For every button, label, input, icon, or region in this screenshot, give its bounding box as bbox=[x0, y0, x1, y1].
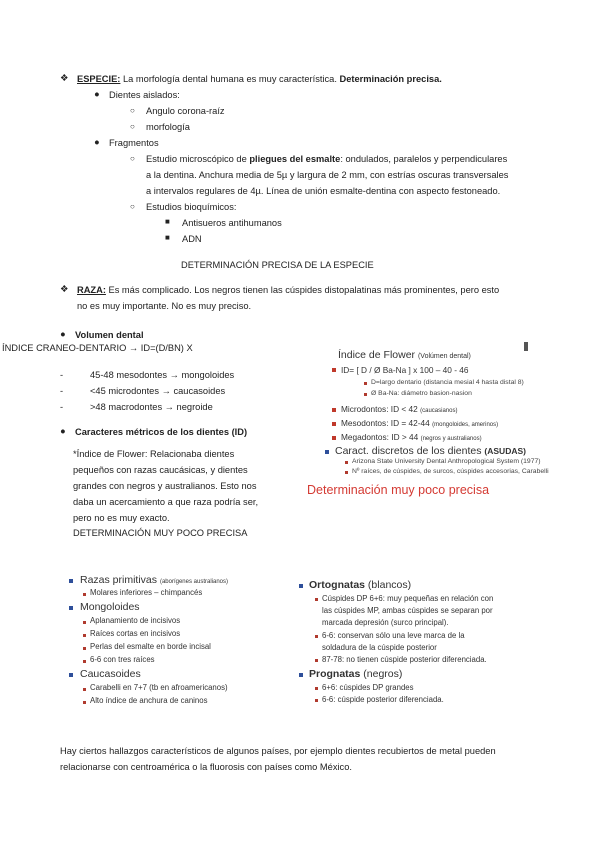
caract-discretos: Caract. discretos de los dientes (ASUDAS) bbox=[335, 445, 526, 457]
mesodontos: Mesodontos: ID = 42-44 (mongoloides, amerinos) bbox=[341, 418, 499, 428]
volumen-item: <45 microdontes → caucasoides bbox=[90, 386, 226, 396]
mongo-item: Aplanamiento de incisivos bbox=[90, 616, 181, 625]
especie-text: La morfología dental humana es muy característica. bbox=[120, 74, 340, 84]
orto-line: marcada depresión (surco principal). bbox=[322, 618, 449, 627]
morfologia-item: morfología bbox=[146, 122, 190, 132]
progna-line: 6+6: cúspides DP grandes bbox=[322, 683, 414, 692]
bullet-square bbox=[299, 584, 303, 588]
id-formula: ID= [ D / Ø Ba-Na ] x 100 – 40 - 46 bbox=[341, 365, 469, 375]
especie-label: ESPECIE: bbox=[77, 74, 121, 84]
cauca-item: Alto índice de anchura de caninos bbox=[90, 696, 208, 705]
antisueros-item: Antisueros antihumanos bbox=[182, 218, 282, 228]
megadontos: Megadontos: ID > 44 (negros y australianos) bbox=[341, 432, 482, 442]
orto-line: Cúspides DP 6+6: muy pequeñas en relación con bbox=[322, 594, 494, 603]
ba-definition: Ø Ba-Na: diámetro basion-nasion bbox=[371, 390, 472, 397]
flower-line: pequeños con razas caucásicas, y dientes bbox=[73, 465, 248, 475]
mongo-item: Perlas del esmalte en borde incisal bbox=[90, 642, 211, 651]
razas-primitivas: Razas primitivas (aborígenes australianos) bbox=[80, 574, 228, 586]
dientes-aislados: Dientes aislados: bbox=[109, 90, 180, 100]
circle-bullet-icon: ○ bbox=[130, 106, 135, 115]
bullet-square bbox=[315, 687, 318, 690]
microdontos: Microdontos: ID < 42 (caucasianos) bbox=[341, 404, 458, 414]
bullet-icon: ● bbox=[94, 137, 100, 147]
bullet-icon: ● bbox=[60, 426, 66, 436]
diamond-bullet-icon: ❖ bbox=[60, 73, 69, 83]
raza-line1: RAZA: Es más complicado. Los negros tienen las cúspides distopalatinas más prominentes, pero esto bbox=[77, 285, 500, 295]
bullet-icon: ● bbox=[94, 89, 100, 99]
orto-line: 6-6: conservan sólo una leve marca de la bbox=[322, 631, 465, 640]
mongoloides-title: Mongoloides bbox=[80, 601, 140, 613]
mongo-item: Raíces cortas en incisivos bbox=[90, 629, 181, 638]
square-bullet-icon: ■ bbox=[165, 233, 170, 242]
final-line2: relacionarse con centroamérica o la fluorosis con países como México. bbox=[60, 762, 352, 772]
ortognatas-title: Ortognatas (blancos) bbox=[309, 579, 412, 591]
indice-craneo: ÍNDICE CRANEO-DENTARIO → ID=(D/BN) X bbox=[2, 343, 193, 353]
volumen-item: >48 macrodontes → negroide bbox=[90, 402, 213, 412]
bullet-square bbox=[315, 598, 318, 601]
volumen-item: 45-48 mesodontes → mongoloides bbox=[90, 370, 235, 380]
bullet-square bbox=[299, 673, 303, 677]
circle-bullet-icon: ○ bbox=[130, 122, 135, 131]
microscopico-line2: a la dentina. Anchura media de 5µ y largura de 2 mm, con estrías oscuras transversales bbox=[146, 170, 509, 180]
bullet-square bbox=[315, 635, 318, 638]
bullet-icon: ● bbox=[60, 329, 66, 339]
circle-bullet-icon: ○ bbox=[130, 154, 135, 163]
raices-line: Nº raíces, de cúspides, de surcos, cúspides accesorias, Carabelli bbox=[352, 468, 549, 475]
bioquimicos: Estudios bioquímicos: bbox=[146, 202, 237, 212]
caracteres-title: Caracteres métricos de los dientes (ID) bbox=[75, 427, 248, 437]
dash-bullet: - bbox=[60, 402, 64, 412]
orto-line: 87-78: no tienen cúspide posterior diferenciada. bbox=[322, 655, 487, 664]
flower-line: *Índice de Flower: Relacionaba dientes bbox=[73, 449, 235, 459]
square-bullet-icon: ■ bbox=[165, 217, 170, 226]
flower-line: grandes con negros y australianos. Esto nos bbox=[73, 481, 257, 491]
flower-title: Índice de Flower (Volúmen dental) bbox=[338, 349, 471, 361]
adn-item: ADN bbox=[182, 234, 202, 244]
molares-item: Molares inferiores – chimpancés bbox=[90, 588, 203, 597]
bullet-square bbox=[315, 699, 318, 702]
red-conclusion: Determinación muy poco precisa bbox=[307, 483, 490, 497]
flower-line: pero no es muy exacto. bbox=[73, 513, 170, 523]
final-line1: Hay ciertos hallazgos característicos de algunos países, por ejemplo dientes recubiertos de metal pueden bbox=[60, 746, 496, 756]
prognatas-title: Prognatas (negros) bbox=[309, 668, 403, 680]
d-definition: D=largo dentario (distancia mesial 4 hasta distal 8) bbox=[371, 379, 524, 386]
dash-bullet: - bbox=[60, 370, 64, 380]
caucasoides-title: Caucasoides bbox=[80, 668, 141, 680]
arizona-system: Arizona State University Dental Anthropological System (1977) bbox=[352, 458, 541, 465]
especie-conclusion: DETERMINACIÓN PRECISA DE LA ESPECIE bbox=[181, 260, 374, 270]
microscopico-line3: a intervalos regulares de 4µ. Línea de unión esmalte-dentina con aspecto festoneado. bbox=[146, 186, 501, 196]
especie-bold: Determinación precisa. bbox=[339, 74, 442, 84]
mongo-item: 6-6 con tres raíces bbox=[90, 655, 155, 664]
cauca-item: Carabelli en 7+7 (tb en afroamericanos) bbox=[90, 683, 228, 692]
angulo-item: Angulo corona-raíz bbox=[146, 106, 225, 116]
orto-line: las cúspides MP, ambas cúspides se separan por bbox=[322, 606, 493, 615]
dash-bullet: - bbox=[60, 386, 64, 396]
raza-line2: no es muy importante. No es muy preciso. bbox=[77, 301, 252, 311]
circle-bullet-icon: ○ bbox=[130, 202, 135, 211]
orto-line: soldadura de la cúspide posterior bbox=[322, 643, 437, 652]
volumen-title: Volumen dental bbox=[75, 330, 144, 340]
fragmentos: Fragmentos bbox=[109, 138, 159, 148]
progna-line: 6-6: cúspide posterior diferenciada. bbox=[322, 695, 444, 704]
diamond-bullet-icon: ❖ bbox=[60, 284, 69, 294]
caracteres-conclusion: DETERMINACIÓN MUY POCO PRECISA bbox=[73, 528, 248, 538]
microscopico-line1: Estudio microscópico de pliegues del esmalte: ondulados, paralelos y perpendiculares bbox=[146, 154, 508, 164]
bullet-square bbox=[315, 659, 318, 662]
flower-line: daba un acercamiento a que raza podría ser, bbox=[73, 497, 259, 507]
